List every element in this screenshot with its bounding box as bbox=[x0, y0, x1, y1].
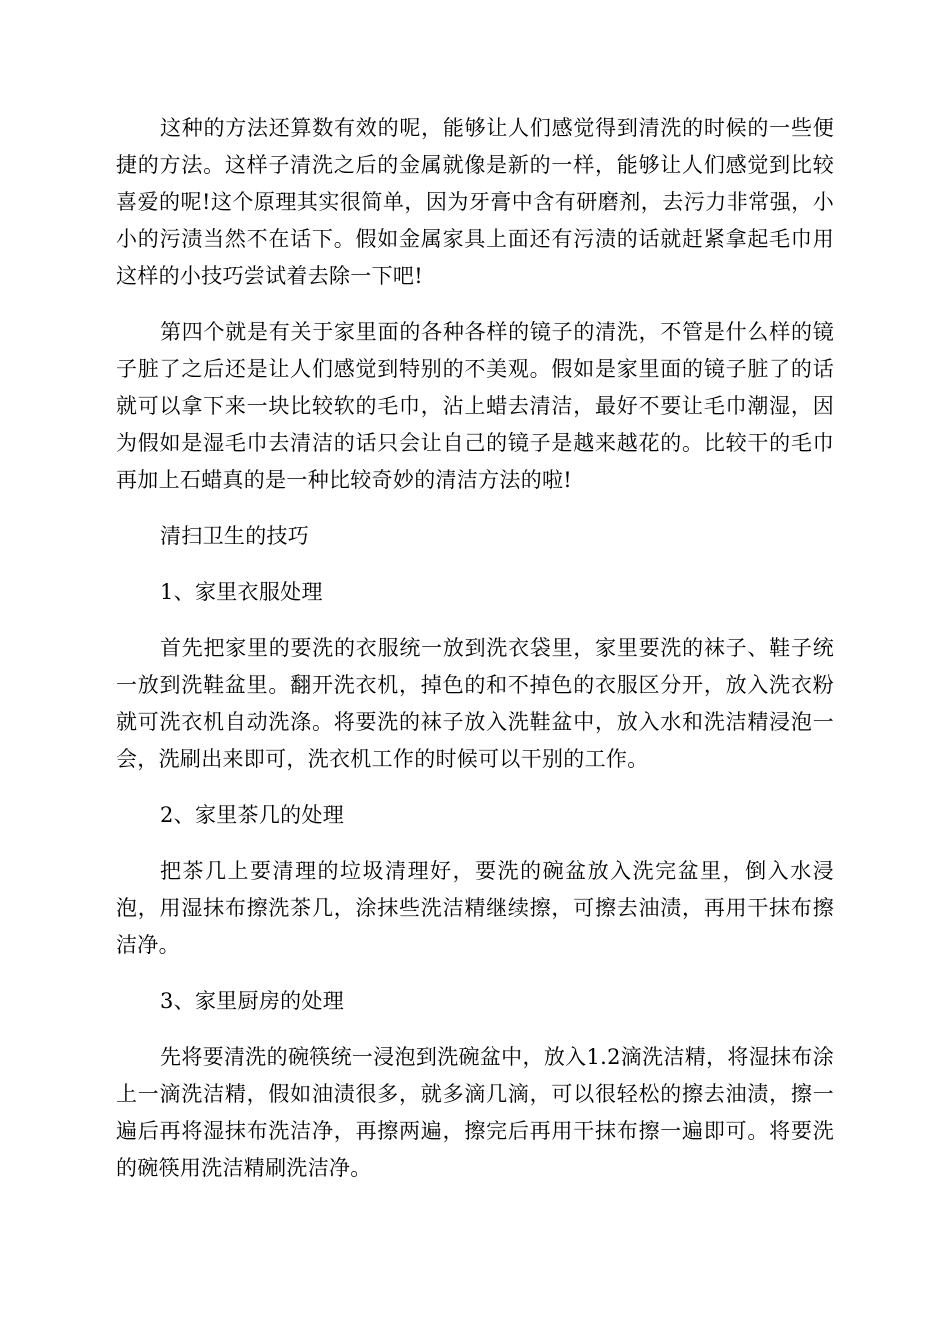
paragraph-kitchen: 先将要清洗的碗筷统一浸泡到洗碗盆中，放入1.2滴洗洁精，将湿抹布涂上一滴洗洁精，假如油渍很多，就多滴几滴，可以很轻松的擦去油渍，擦一遍后再将湿抹布洗洁净，再擦两遍，擦完后再用干抹布擦一遍即可。将要洗的碗筷用洗洁精刷洗洁净。 bbox=[116, 1045, 834, 1180]
paragraph-coffee-table: 把茶几上要清理的垃圾清理好，要洗的碗盆放入洗完盆里，倒入水浸泡，用湿抹布擦洗茶几，涂抹些洗洁精继续擦，可擦去油渍，再用干抹布擦洁净。 bbox=[116, 859, 834, 957]
subheading-clothes: 1、家里衣服处理 bbox=[160, 580, 323, 604]
paragraph-mirror-cleaning: 第四个就是有关于家里面的各种各样的镜子的清洗，不管是什么样的镜子脏了之后还是让人们感觉到特别的不美观。假如是家里面的镜子脏了的话就可以拿下来一块比较软的毛巾，沾上蜡去清洁，最好不要让毛巾潮湿，因为假如是湿毛巾去清洁的话只会让自己的镜子是越来越花的。比较干的毛巾再加上石蜡真的是一种比较奇妙的清洁方法的啦! bbox=[116, 320, 834, 492]
paragraph-clothes: 首先把家里的要洗的衣服统一放到洗衣袋里，家里要洗的袜子、鞋子统一放到洗鞋盆里。翻开洗衣机，掉色的和不掉色的衣服区分开，放入洗衣粉就可洗衣机自动洗涤。将要洗的袜子放入洗鞋盆中，放入水和洗洁精浸泡一会，洗刷出来即可，洗衣机工作的时候可以干别的工作。 bbox=[116, 636, 834, 771]
subheading-coffee-table: 2、家里茶几的处理 bbox=[160, 803, 345, 827]
subheading-kitchen: 3、家里厨房的处理 bbox=[160, 989, 345, 1013]
document-body bbox=[116, 110, 834, 1206]
paragraph-metal-cleaning: 这种的方法还算数有效的呢，能够让人们感觉得到清洗的时候的一些便捷的方法。这样子清洗之后的金属就像是新的一样，能够让人们感觉到比较喜爱的呢!这个原理其实很简单，因为牙膏中含有研磨剂，去污力非常强，小小的污渍当然不在话下。假如金属家具上面还有污渍的话就赶紧拿起毛巾用这样的小技巧尝试着去除一下吧! bbox=[116, 116, 834, 288]
section-title-cleaning-tips: 清扫卫生的技巧 bbox=[160, 524, 310, 548]
